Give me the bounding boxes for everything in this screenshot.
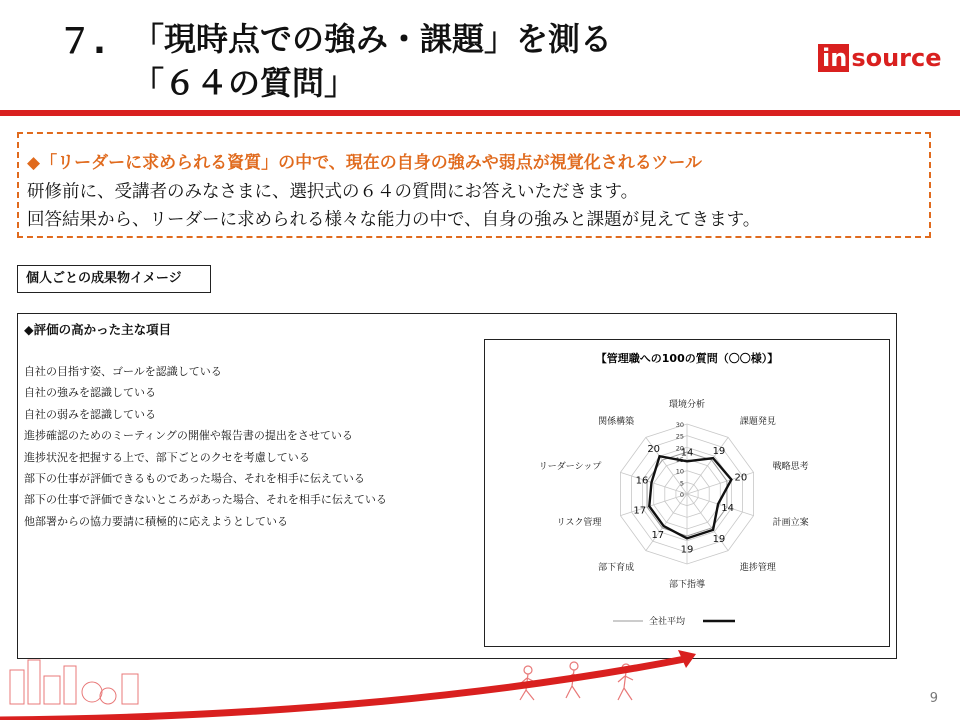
- category-label: リスク管理: [556, 517, 602, 528]
- city-sketch-icon: [10, 660, 138, 704]
- category-label: 部下指導: [668, 580, 706, 590]
- radar-tick-label: 25: [675, 432, 684, 441]
- radar-tick-label: 20: [675, 444, 684, 453]
- list-item: 自社の目指す姿、ゴールを認識している: [24, 365, 222, 378]
- radar-tick-label: 10: [675, 467, 684, 476]
- radar-tick-label: 5: [679, 479, 684, 488]
- legend-average-label: 全社平均: [649, 617, 686, 627]
- category-label: 環境分析: [668, 400, 706, 410]
- data-value-label: 17: [633, 505, 647, 517]
- header-divider: [0, 110, 960, 116]
- data-value-label: 14: [721, 503, 734, 515]
- list-item: 自社の強みを認識している: [24, 386, 156, 400]
- radar-tick-label: 0: [679, 491, 684, 499]
- callout-line-1: 研修前に、受講者のみなさまに、選択式の６４の質問にお答えいただきます。: [27, 182, 639, 202]
- radar-chart: [485, 340, 889, 646]
- data-value-label: 19: [712, 533, 726, 545]
- radar-axis-line: [646, 494, 687, 551]
- data-value-label: 14: [680, 447, 694, 459]
- data-value-label: 17: [651, 530, 665, 542]
- list-item: 進捗確認のためのミーティングの開催や報告書の提出をさせている: [24, 429, 353, 443]
- category-label: 計画立案: [772, 517, 809, 528]
- list-item: 部下の仕事が評価できるものであった場合、それを相手に伝えている: [24, 471, 365, 485]
- radar-tick-label: 15: [675, 456, 684, 464]
- category-label: 課題発見: [739, 417, 776, 428]
- list-item: 自社の弱みを認識している: [24, 407, 156, 421]
- category-label: 進捗管理: [739, 562, 776, 573]
- category-label: 関係構築: [598, 417, 635, 428]
- high-rated-items-heading: ◆評価の高かった主な項目: [24, 322, 172, 337]
- category-label: 戦略思考: [772, 462, 809, 473]
- data-value-label: 20: [647, 444, 661, 456]
- data-value-label: 19: [712, 446, 726, 458]
- tool-description-callout: [17, 132, 931, 238]
- list-item: 進捗状況を把握する上で、部下ごとのクセを考慮している: [24, 450, 310, 464]
- page-number: 9: [929, 691, 938, 706]
- page-title-line1: 「現時点での強み・課題」を測る: [132, 20, 613, 58]
- radar-chart-frame: [484, 339, 890, 647]
- insource-logo: [818, 44, 942, 72]
- category-label: リーダーシップ: [538, 462, 602, 473]
- data-value-label: 19: [680, 544, 694, 556]
- radar-tick-label: 30: [675, 421, 684, 429]
- list-item: 他部署からの協力要請に積極的に応えようとしている: [24, 514, 288, 528]
- list-item: 部下の仕事で評価できないところがあった場合、それを相手に伝えている: [24, 493, 387, 507]
- high-rated-items-list: [24, 361, 387, 532]
- result-sample-panel: [17, 313, 897, 659]
- example-output-label: 個人ごとの成果物イメージ: [17, 265, 211, 293]
- decorative-footer-illustration: [0, 620, 960, 720]
- logo-source: source: [851, 44, 942, 72]
- data-value-label: 20: [734, 472, 748, 484]
- callout-line-2: 回答結果から、リーダーに求められる様々な能力の中で、自身の強みと課題が見えてきます。: [27, 210, 761, 230]
- data-value-label: 16: [635, 475, 649, 487]
- callout-heading: ◆「リーダーに求められる資質」の中で、現在の自身の強みや弱点が視覚化されるツール: [27, 153, 703, 173]
- section-number: ７.: [58, 22, 107, 62]
- page-title-line2: 「６４の質問」: [132, 64, 357, 102]
- category-label: 部下育成: [598, 562, 635, 573]
- logo-in: in: [818, 44, 849, 72]
- chart-title: 【管理職への100の質問（〇〇様）】: [595, 352, 779, 365]
